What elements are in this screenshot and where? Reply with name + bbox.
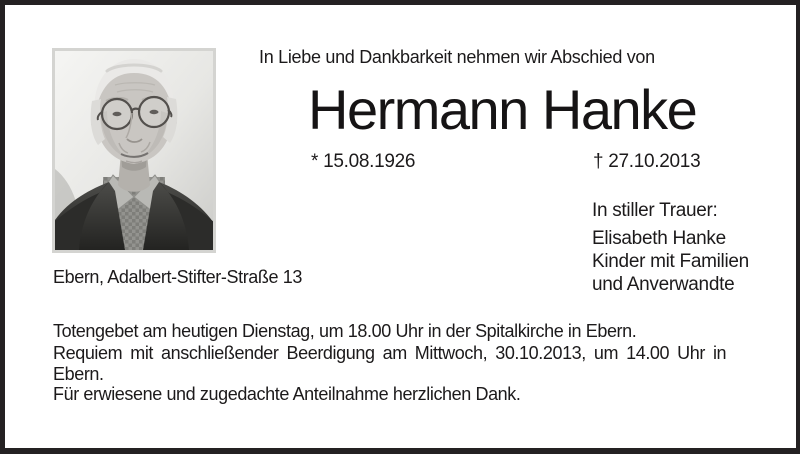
thanks-line: Für erwiesene und zugedachte Anteilnahme herzlichen Dank.	[53, 384, 521, 404]
mourners-list	[592, 227, 749, 296]
address-line: Ebern, Adalbert-Stifter-Straße 13	[53, 267, 302, 287]
mourning-heading: In stiller Trauer:	[592, 200, 718, 221]
deceased-name: Hermann Hanke	[308, 78, 697, 141]
mourner-line: Kinder mit Familien	[592, 251, 749, 272]
portrait-photo	[52, 48, 216, 253]
intro-line: In Liebe und Dankbarkeit nehmen wir Abschied von	[259, 47, 655, 67]
birth-date: * 15.08.1926	[311, 151, 416, 172]
service-info-line: Requiem mit anschließender Beerdigung am Mittwoch, 30.10.2013, um 14.00 Uhr in	[53, 343, 727, 363]
death-date: † 27.10.2013	[593, 151, 701, 172]
mourner-line: und Anverwandte	[592, 274, 735, 295]
mourner-line: Elisabeth Hanke	[592, 228, 726, 249]
portrait-photo-illustration	[55, 51, 213, 250]
service-info-line: Totengebet am heutigen Dienstag, um 18.00 Uhr in der Spitalkirche in Ebern.	[53, 321, 637, 341]
service-info-line: Ebern.	[53, 364, 104, 384]
